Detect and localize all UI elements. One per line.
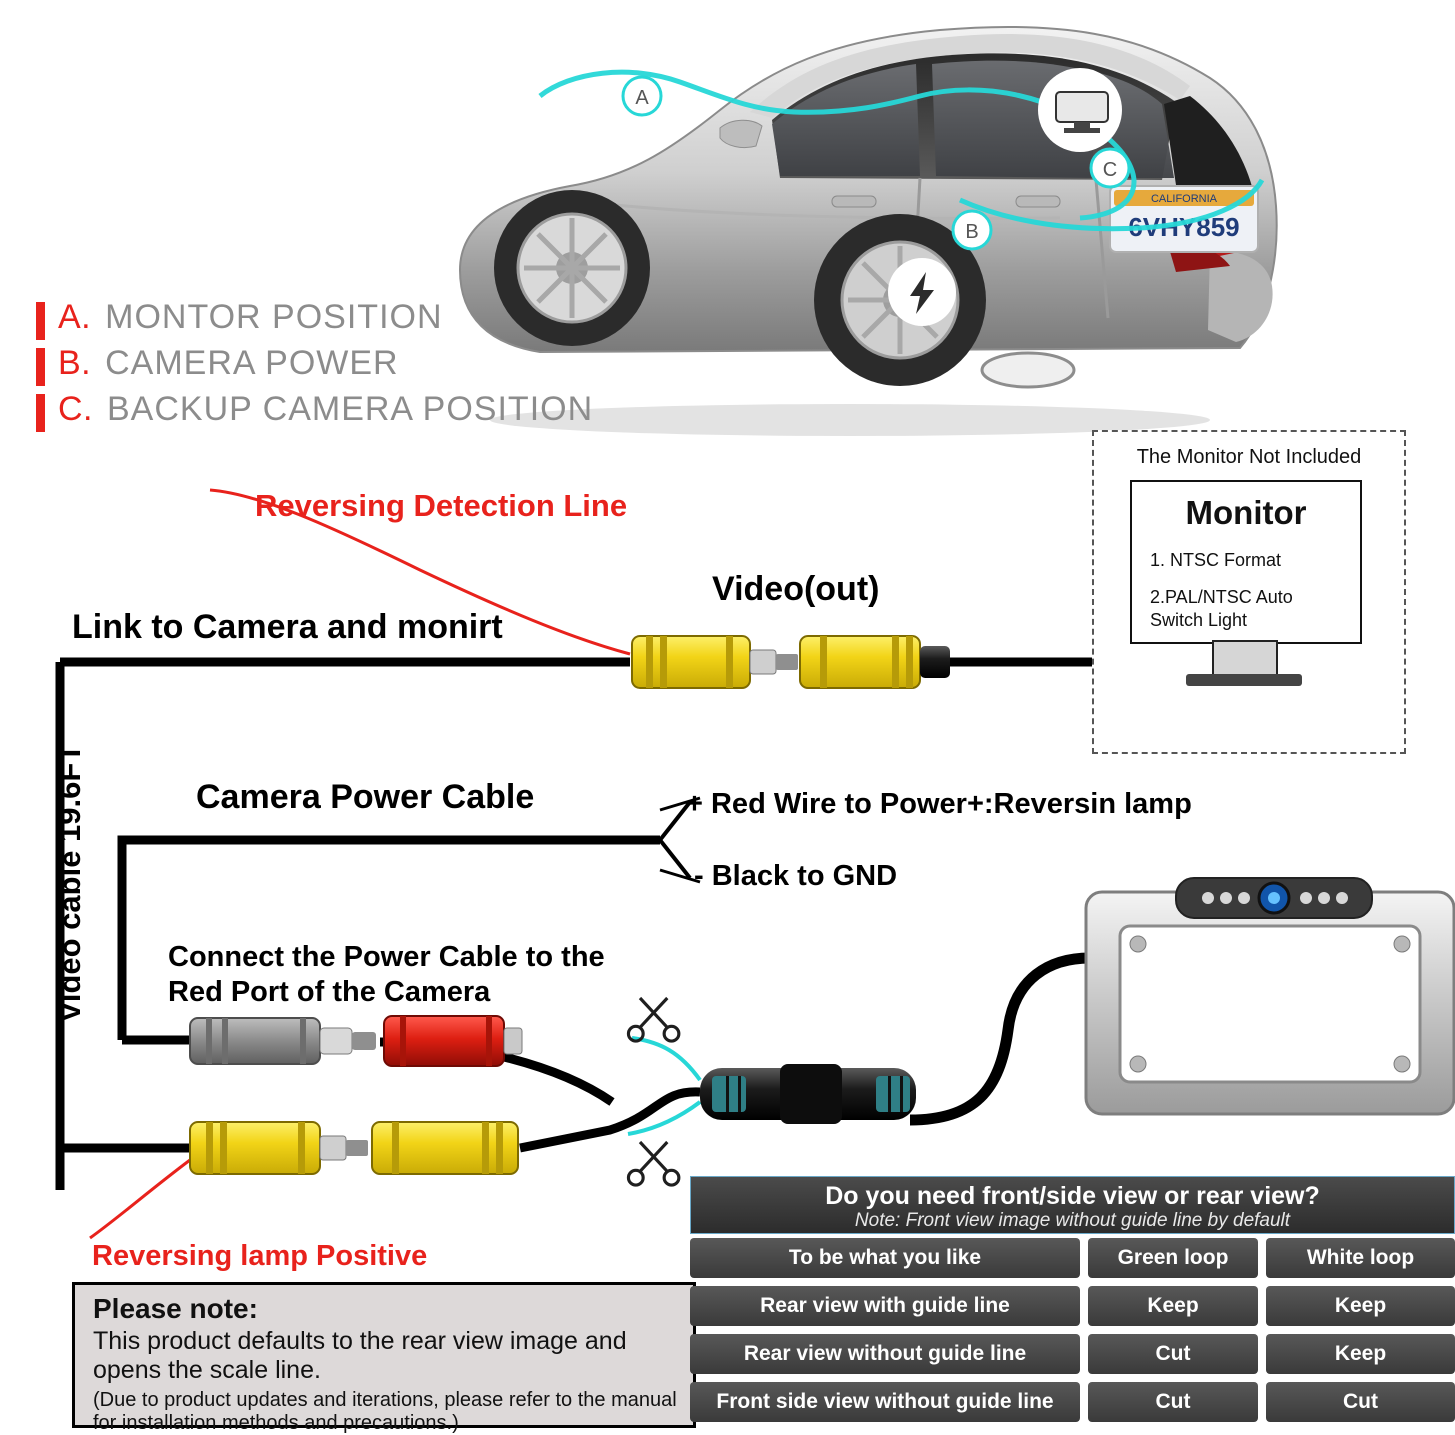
- power-connector-gray: [190, 1018, 376, 1064]
- options-view-1[interactable]: Rear view with guide line: [690, 1286, 1080, 1326]
- legend-text-a: MONTOR POSITION: [105, 298, 443, 336]
- monitor-box: [1092, 430, 1406, 754]
- please-note-main: This product defaults to the rear view image and opens the scale line.: [93, 1327, 627, 1384]
- rca-bottom-female: [372, 1122, 518, 1174]
- camera-red-port: [384, 1016, 522, 1066]
- monitor-screen: [1130, 480, 1362, 644]
- label-red-wire: + Red Wire to Power+:Reversin lamp: [686, 788, 1192, 820]
- monitor-spec-line-1: 1. NTSC Format: [1150, 550, 1282, 570]
- legend-item-a: [36, 298, 656, 344]
- legend-text-c: BACKUP CAMERA POSITION: [107, 390, 594, 428]
- view-options-header: [690, 1176, 1455, 1234]
- monitor-spec-line-2: 2.PAL/NTSC Auto Switch Light: [1150, 587, 1293, 630]
- label-video-cable-length: Video cable 19.6FT: [52, 743, 87, 1023]
- options-col-header-white[interactable]: White loop: [1266, 1238, 1455, 1278]
- please-note-sub: (Due to product updates and iterations, please refer to the manual for installation methods and precautions.): [93, 1388, 677, 1434]
- options-green-2[interactable]: Cut: [1088, 1334, 1258, 1374]
- svg-text:B: B: [965, 221, 979, 243]
- svg-text:A: A: [635, 87, 649, 109]
- options-header-row: [690, 1238, 1455, 1282]
- scissors-icon-bottom: [628, 1142, 678, 1185]
- options-row-2: [690, 1334, 1455, 1378]
- legend-bar: [36, 394, 45, 432]
- rca-video-out-female: [800, 636, 950, 688]
- legend: [36, 298, 656, 436]
- legend-item-b: [36, 344, 656, 390]
- monitor-base: [1186, 674, 1302, 686]
- legend-letter-b: B.: [58, 344, 92, 382]
- view-options-panel: [690, 1176, 1455, 1428]
- label-camera-power-cable: Camera Power Cable: [196, 778, 535, 816]
- options-white-2[interactable]: Keep: [1266, 1334, 1455, 1374]
- monitor-not-included-text: The Monitor Not Included: [1136, 446, 1362, 468]
- options-white-1[interactable]: Keep: [1266, 1286, 1455, 1326]
- legend-text-b: CAMERA POWER: [105, 344, 399, 382]
- options-view-2[interactable]: Rear view without guide line: [690, 1334, 1080, 1374]
- please-note-title: Please note:: [93, 1293, 258, 1324]
- options-green-1[interactable]: Keep: [1088, 1286, 1258, 1326]
- svg-text:CALIFORNIA: CALIFORNIA: [1150, 193, 1218, 205]
- label-link-to-camera: Link to Camera and monirt: [72, 608, 503, 646]
- legend-bar: [36, 302, 45, 340]
- options-white-3[interactable]: Cut: [1266, 1382, 1455, 1422]
- rca-bottom-male: [190, 1122, 368, 1174]
- options-view-3[interactable]: Front side view without guide line: [690, 1382, 1080, 1422]
- svg-text:C: C: [1102, 159, 1118, 181]
- legend-letter-c: C.: [58, 390, 93, 428]
- view-options-question: Do you need front/side view or rear view?: [825, 1182, 1320, 1210]
- camera-inline-module: [700, 1064, 916, 1124]
- legend-letter-a: A.: [58, 298, 92, 336]
- label-video-out: Video(out): [712, 570, 880, 608]
- label-connect-power-cable: Connect the Power Cable to the Red Port of the Camera: [168, 941, 605, 1009]
- monitor-title: Monitor: [1185, 494, 1307, 531]
- view-options-note: Note: Front view image without guide line by default: [854, 1210, 1291, 1231]
- license-plate-camera: [1086, 878, 1454, 1114]
- options-row-1: [690, 1286, 1455, 1330]
- svg-text:6VHY859: 6VHY859: [1128, 212, 1240, 242]
- monitor-stand: [1212, 640, 1278, 678]
- label-black-gnd: - Black to GND: [694, 860, 898, 892]
- legend-bar: [36, 348, 45, 386]
- options-row-3: [690, 1382, 1455, 1426]
- rca-video-out-male: [632, 636, 798, 688]
- label-reversing-lamp-positive: Reversing lamp Positive: [92, 1240, 428, 1272]
- label-reversing-detection-line: Reversing Detection Line: [255, 488, 628, 523]
- options-col-header-view[interactable]: To be what you like: [690, 1238, 1080, 1278]
- options-green-3[interactable]: Cut: [1088, 1382, 1258, 1422]
- please-note-box: [72, 1282, 696, 1434]
- options-col-header-green[interactable]: Green loop: [1088, 1238, 1258, 1278]
